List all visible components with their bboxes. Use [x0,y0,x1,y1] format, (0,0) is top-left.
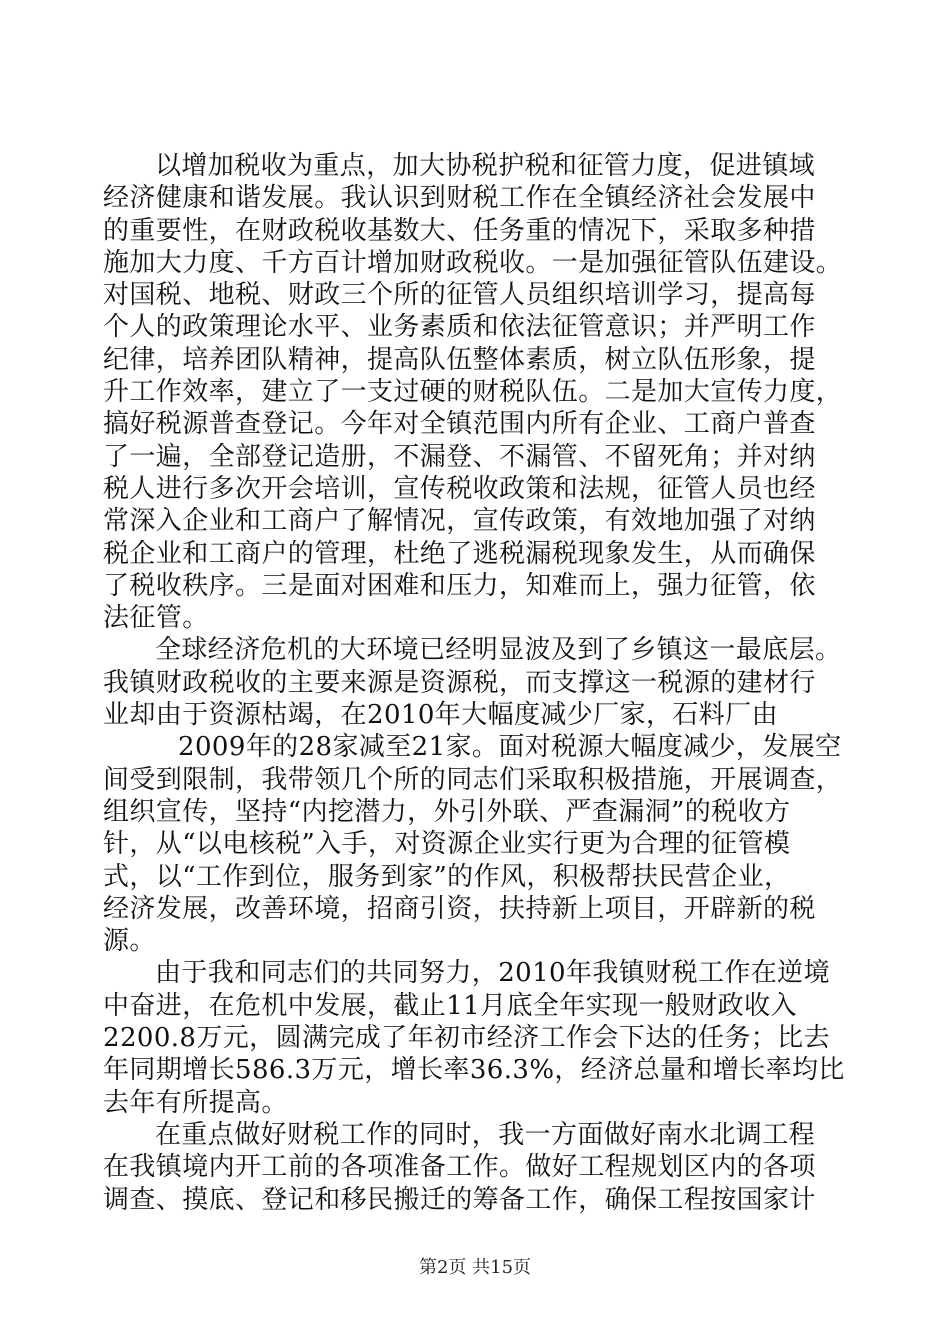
paragraph-line: 经济健康和谐发展。我认识到财税工作在全镇经济社会发展中 [103,183,816,214]
paragraph-line: 了税收秩序。三是面对困难和压力，知难而上，强力征管，依 [103,570,816,601]
paragraph-line: 由于我和同志们的共同努力，2010年我镇财税工作在逆境 [155,958,830,989]
paragraph-line: 升工作效率，建立了一支过硬的财税队伍。二是加大宣传力度， [103,377,843,408]
paragraph-line: 以增加税收为重点，加大协税护税和征管力度，促进镇域 [155,151,816,181]
paragraph-line: 组织宣传，坚持“内挖潜力，外引外联、严查漏洞”的税收方 [103,796,791,827]
paragraph-line: 业却由于资源枯竭，在2010年大幅度减少厂家，石料厂由 [103,700,778,731]
paragraph-line: 中奋进，在危机中发展，截止11月底全年实现一般财政收入 [103,990,797,1021]
paragraph-line: 在重点做好财税工作的同时，我一方面做好南水北调工程 [155,1119,816,1150]
paragraph-line: 间受到限制，我带领几个所的同志们采取积极措施，开展调查， [103,764,843,795]
paragraph-line: 2009年的28家减至21家。面对税源大幅度减少，发展空 [178,732,842,763]
paragraph-line: 在我镇境内开工前的各项准备工作。做好工程规划区内的各项 [103,1152,816,1183]
paragraph-line: 法征管。 [103,603,209,634]
paragraph-line: 个人的政策理论水平、业务素质和依法征管意识；并严明工作 [103,312,816,343]
paragraph-line: 调查、摸底、登记和移民搬迁的筹备工作，确保工程按国家计 [103,1184,816,1215]
paragraph-line: 施加大力度、千方百计增加财政税收。一是加强征管队伍建设。 [103,247,843,278]
paragraph-line: 的重要性，在财政税收基数大、任务重的情况下，采取多种措 [103,215,816,246]
paragraph-line: 搞好税源普查登记。今年对全镇范围内所有企业、工商户普查 [103,409,816,440]
paragraph-line: 2200.8万元，圆满完成了年初市经济工作会下达的任务；比去 [103,1023,830,1054]
paragraph-line: 我镇财政税收的主要来源是资源税，而支撑这一税源的建材行 [103,667,816,698]
paragraph-line: 去年有所提高。 [103,1087,288,1118]
paragraph-line: 税人进行多次开会培训，宣传税收政策和法规，征管人员也经 [103,473,816,504]
paragraph-line: 常深入企业和工商户了解情况，宣传政策，有效地加强了对纳 [103,506,816,537]
document-body [103,150,863,1216]
paragraph-line: 年同期增长586.3万元，增长率36.3%，经济总量和增长率均比 [103,1055,845,1086]
page-number-footer: 第2页 共15页 [418,1257,532,1278]
paragraph-line: 税企业和工商户的管理，杜绝了逃税漏税现象发生，从而确保 [103,538,816,569]
paragraph-line: 全球经济危机的大环境已经明显波及到了乡镇这一最底层。 [155,635,842,666]
paragraph-line: 经济发展，改善环境，招商引资，扶持新上项目，开辟新的税 [103,893,816,924]
paragraph-line: 了一遍，全部登记造册，不漏登、不漏管、不留死角；并对纳 [103,441,816,472]
paragraph-line: 针，从“以电核税”入手，对资源企业实行更为合理的征管模 [103,829,791,860]
paragraph-line: 对国税、地税、财政三个所的征管人员组织培训学习，提高每 [103,280,816,311]
paragraph-line: 纪律，培养团队精神，提高队伍整体素质，树立队伍形象，提 [103,344,816,375]
paragraph-line: 式，以“工作到位，服务到家”的作风，积极帮扶民营企业， [103,861,791,892]
paragraph-line: 源。 [103,926,156,957]
